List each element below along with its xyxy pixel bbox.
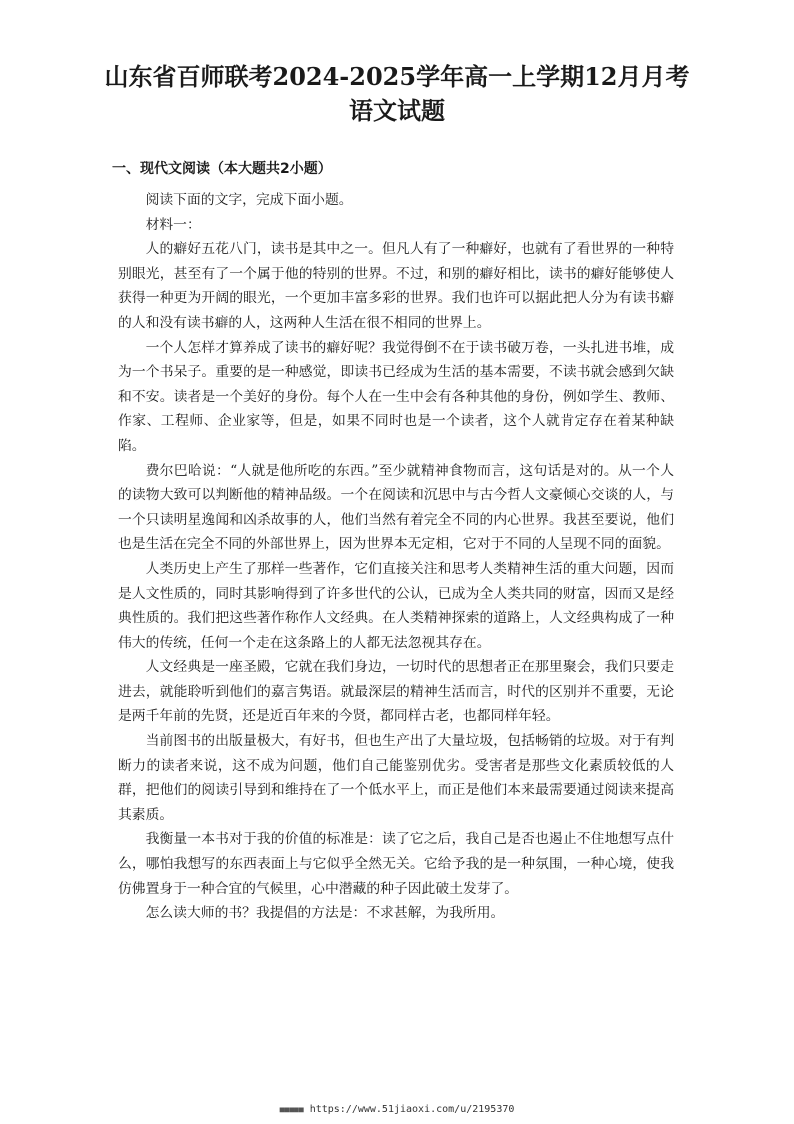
footer-url[interactable]: https://www.51jiaoxi.com/u/2195370: [309, 1104, 515, 1115]
section-heading: 一、现代文阅读（本大题共2小题）: [112, 161, 332, 177]
paragraph: 阅读下面的文字，完成下面小题。: [145, 192, 353, 208]
paragraph: 人类历史上产生了那样一些著作，它们直接关注和思考人类精神生活的重大问题，因而是人文性质的，同时其影响得到了许多世代的公认，已成为全人类共同的财富，因而又是经典性质的。我们把这些著作称作人文经典。在人类精神探索的道路上，人文经典构成了一种伟大的传统，任何一个走在这条路上的人都无法忽视其存在。: [118, 560, 674, 651]
paragraph: 当前图书的出版量极大，有好书，但也生产出了大量垃圾，包括畅销的垃圾。对于有判断力的读者来说，这不成为问题，他们自己能鉴别优劣。受害者是那些文化素质较低的人群，把他们的阅读引导到和维持在了一个低水平上，而正是他们本来最需要通过阅读来提高其素质。: [118, 733, 674, 823]
page-title: 山东省百师联考2024-2025学年高一上学期12月月考语文试题: [104, 62, 690, 125]
document-body: [118, 188, 674, 926]
paragraph: 人文经典是一座圣殿，它就在我们身边，一切时代的思想者正在那里聚会，我们只要走进去，就能聆听到他们的嘉言隽语。就最深层的精神生活而言，时代的区别并不重要，无论是两千年前的先贤，还是近百年来的今贤，都同样古老，也都同样年轻。: [118, 659, 674, 725]
page-footer: [0, 1104, 794, 1116]
paragraph: 材料一：: [145, 216, 201, 233]
paragraph: 怎么读大师的书？我提倡的方法是：不求甚解，为我所用。: [145, 905, 505, 922]
footer-marks: ■■■■■: [279, 1105, 304, 1114]
paragraph: 我衡量一本书对于我的价值的标准是：读了它之后，我自己是否也遏止不住地想写点什么，哪怕我想写的东西表面上与它似乎全然无关。它给予我的是一种氛围，一种心境，使我仿佛置身于一种合宜的气候里，心中潜藏的种子因此破土发芽了。: [118, 831, 674, 897]
paragraph: 费尔巴哈说：“人就是他所吃的东西。”至少就精神食物而言，这句话是对的。从一个人的读物大致可以判断他的精神品级。一个在阅读和沉思中与古今哲人文豪倾心交谈的人，与一个只读明星逸闻和凶杀故事的人，他们当然有着完全不同的内心世界。我甚至要说，他们也是生活在完全不同的外部世界上，因为世界本无定相，它对于不同的人呈现不同的面貌。: [118, 462, 674, 553]
paragraph: 一个人怎样才算养成了读书的癖好呢？我觉得倒不在于读书破万卷，一头扎进书堆，成为一个书呆子。重要的是一种感觉，即读书已经成为生活的基本需要，不读书就会感到欠缺和不安。读者是一个美好的身份。每个人在一生中会有各种其他的身份，例如学生、教师、作家、工程师、企业家等，但是，如果不同时也是一个读者，这个人就肯定存在着某种缺陷。: [118, 339, 674, 454]
paragraph: 人的癖好五花八门，读书是其中之一。但凡人有了一种癖好，也就有了看世界的一种特别眼光，甚至有了一个属于他的特别的世界。不过，和别的癖好相比，读书的癖好能够使人获得一种更为开阔的眼光，一个更加丰富多彩的世界。我们也许可以据此把人分为有读书癖的人和没有读书癖的人，这两种人生活在很不相同的世界上。: [118, 241, 674, 331]
